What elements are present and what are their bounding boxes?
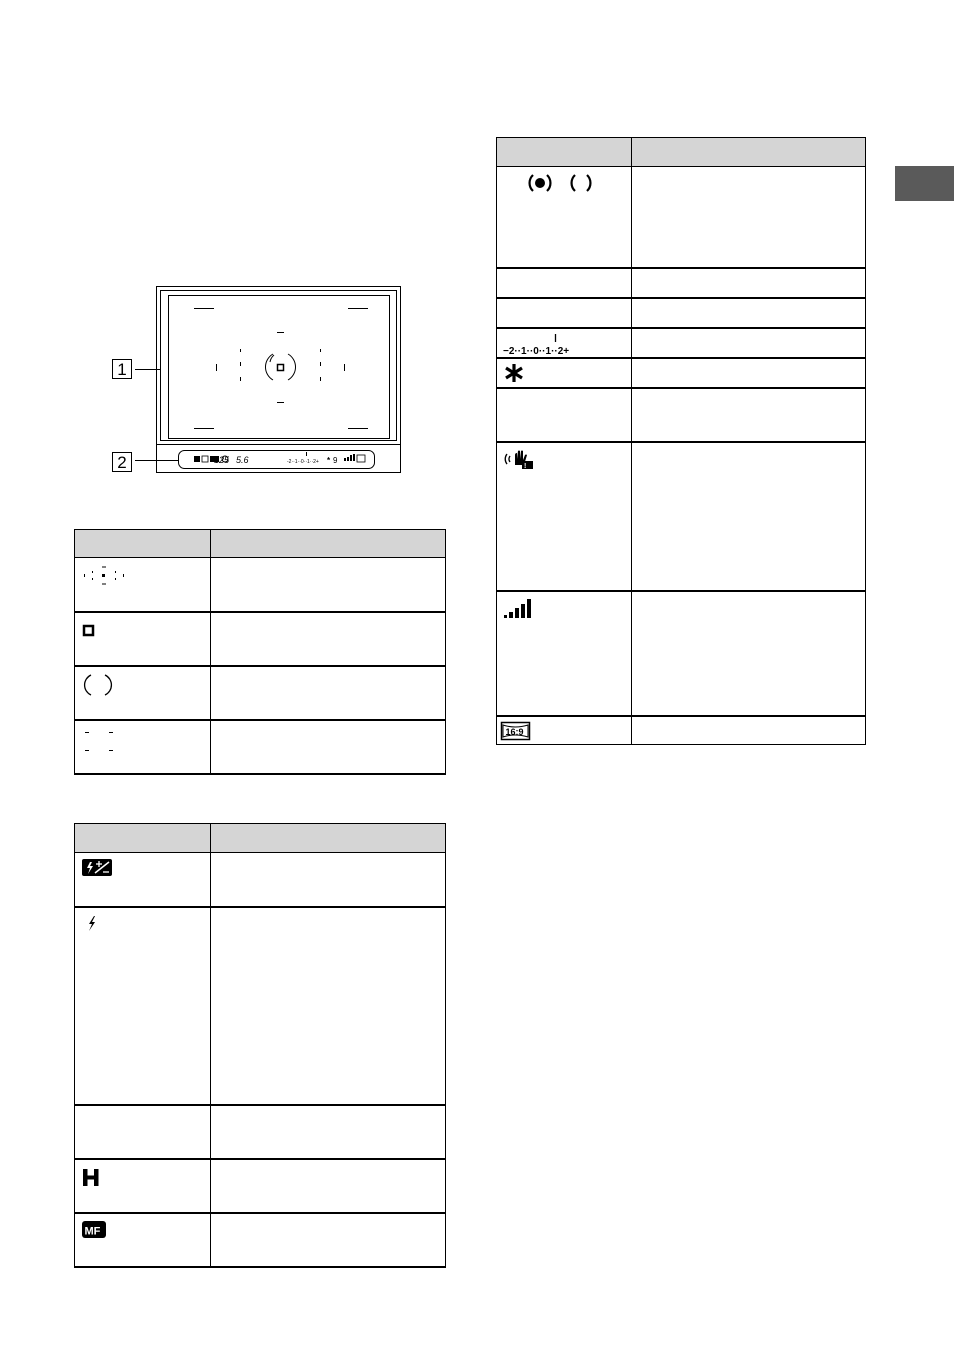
focus-indicator-group	[527, 171, 597, 197]
panorama-guide-marks-icon	[81, 725, 121, 755]
table-row	[497, 358, 866, 388]
table-header-cell	[497, 138, 632, 167]
table-row	[497, 298, 866, 328]
viewfinder-diagram	[104, 282, 404, 478]
aspect-16-9-icon	[500, 721, 532, 741]
aspect-label: 16:9	[505, 726, 524, 737]
focus-indicator-icon	[530, 175, 551, 191]
ev-scale-text: −2··1··0··1··2+	[503, 345, 570, 356]
flash-icon	[81, 912, 101, 934]
svg-text:*: *	[327, 456, 331, 465]
indicator-table-right	[496, 137, 866, 745]
vf-shutter-speed: 125	[214, 455, 230, 465]
table-header-cell	[75, 530, 211, 558]
table-row	[497, 268, 866, 298]
display-table	[74, 823, 446, 1268]
table-row	[497, 167, 866, 268]
ev-scale-icon	[502, 332, 612, 356]
focus-table	[74, 529, 446, 775]
table-header-cell	[211, 824, 446, 853]
flash-compensation-icon	[81, 857, 113, 879]
camera-shake-warning-icon	[503, 447, 537, 471]
hi-speed-sync-h-icon	[81, 1164, 105, 1190]
table-header-cell	[632, 138, 866, 167]
manual-focus-mf-icon	[81, 1218, 111, 1242]
svg-text:!: !	[524, 462, 527, 470]
table-row	[75, 666, 446, 720]
table-row	[75, 558, 446, 612]
table-row	[497, 591, 866, 716]
svg-text:9: 9	[333, 456, 338, 465]
svg-text:MF: MF	[84, 1225, 101, 1237]
vf-meter-scale: -2··1··0··1··2+	[287, 459, 319, 465]
table-row	[75, 853, 446, 907]
table-header-cell	[211, 530, 446, 558]
spot-metering-circle-icon	[81, 671, 115, 697]
table-row	[497, 328, 866, 358]
table-row	[75, 1213, 446, 1267]
table-row	[497, 716, 866, 745]
chapter-tab	[895, 166, 954, 201]
vf-aperture: 5.6	[236, 455, 249, 465]
callout-2: 2	[112, 452, 132, 472]
table-row	[75, 1105, 446, 1159]
table-row	[75, 720, 446, 774]
local-af-frame-icon	[81, 623, 101, 643]
table-row	[75, 907, 446, 1105]
table-row	[75, 612, 446, 666]
ae-lock-asterisk-icon	[503, 361, 527, 385]
table-row	[75, 1159, 446, 1213]
focus-brackets-icon	[572, 175, 591, 191]
steadyshot-scale-icon	[503, 598, 533, 620]
table-row	[497, 442, 866, 591]
table-row	[497, 388, 866, 442]
af-area-points-icon	[81, 562, 131, 592]
callout-1: 1	[112, 359, 132, 379]
table-header-cell	[75, 824, 211, 853]
